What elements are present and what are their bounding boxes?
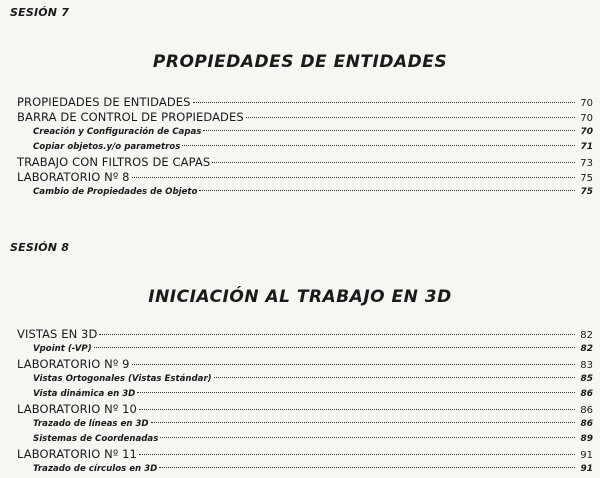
toc-entry-label: Trazado de líneas en 3D (33, 419, 149, 429)
toc-leader (139, 454, 575, 455)
toc-entry-page: 82 (580, 330, 593, 341)
toc-entry-label: Vistas Ortogonales (Vistas Estándar) (33, 374, 212, 384)
toc-entry (17, 447, 593, 462)
toc-entry-page: 91 (580, 464, 593, 474)
toc-entry-page: 70 (580, 127, 593, 137)
toc-entry-page: 73 (580, 158, 593, 169)
toc-entry-label: Vista dinámica en 3D (33, 389, 136, 399)
toc-entry-page: 83 (580, 360, 593, 371)
toc-entry-label: Copiar objetos.y/o parametros (33, 142, 181, 152)
toc-entry (17, 185, 593, 200)
session-7-title: PROPIEDADES DE ENTIDADES (152, 52, 448, 72)
toc-leader (160, 437, 575, 438)
toc-entry-page: 89 (580, 434, 593, 444)
toc-leader (132, 177, 575, 178)
toc-entry-label: LABORATORIO Nº 8 (17, 170, 130, 184)
toc-entry-label: Creación y Configuración de Capas (33, 127, 202, 137)
toc-entry (17, 417, 593, 432)
toc-entry-page: 86 (580, 419, 593, 429)
toc-entry-page: 85 (580, 374, 593, 384)
toc-leader (132, 364, 575, 365)
session-8-toc (17, 327, 593, 477)
toc-entry-label: BARRA DE CONTROL DE PROPIEDADES (17, 110, 244, 124)
session-7-toc (17, 95, 593, 200)
toc-entry-page: 86 (580, 405, 593, 416)
toc-entry-label: Trazado de círculos en 3D (33, 464, 158, 474)
toc-entry (17, 357, 593, 372)
toc-entry (17, 110, 593, 125)
toc-entry (17, 155, 593, 170)
toc-leader (137, 392, 575, 393)
toc-entry-page: 71 (580, 142, 593, 152)
toc-leader (203, 130, 575, 131)
session-8-title: INICIACIÓN AL TRABAJO EN 3D (148, 287, 452, 307)
toc-entry-label: LABORATORIO Nº 9 (17, 357, 130, 371)
toc-entry-label: VISTAS EN 3D (17, 327, 98, 341)
toc-leader (159, 467, 575, 468)
toc-leader (193, 102, 575, 103)
toc-entry-page: 82 (580, 344, 593, 354)
toc-entry-label: Sistemas de Coordenadas (33, 434, 159, 444)
toc-leader (94, 347, 575, 348)
toc-entry (17, 327, 593, 342)
toc-leader (182, 145, 575, 146)
toc-leader (151, 422, 575, 423)
toc-entry (17, 342, 593, 357)
toc-entry-page: 75 (580, 187, 593, 197)
toc-entry-page: 91 (580, 450, 593, 461)
toc-entry-page: 70 (580, 113, 593, 124)
toc-entry-page: 75 (580, 173, 593, 184)
toc-leader (246, 117, 575, 118)
toc-leader (214, 377, 575, 378)
toc-entry-page: 86 (580, 389, 593, 399)
toc-entry (17, 462, 593, 477)
toc-entry (17, 432, 593, 447)
toc-entry-label: LABORATORIO Nº 11 (17, 447, 137, 461)
toc-entry (17, 372, 593, 387)
toc-leader (99, 334, 575, 335)
toc-entry-label: TRABAJO CON FILTROS DE CAPAS (17, 155, 211, 169)
session-8-label: SESIÓN 8 (10, 241, 70, 254)
toc-entry-label: Cambio de Propiedades de Objeto (33, 187, 198, 197)
toc-leader (212, 162, 575, 163)
toc-entry (17, 170, 593, 185)
toc-entry (17, 125, 593, 140)
toc-entry (17, 140, 593, 155)
toc-entry (17, 387, 593, 402)
toc-entry-page: 70 (580, 98, 593, 109)
session-7-label: SESIÓN 7 (10, 6, 70, 19)
toc-entry-label: PROPIEDADES DE ENTIDADES (17, 95, 191, 109)
toc-leader (139, 409, 575, 410)
toc-entry (17, 95, 593, 110)
toc-entry-label: LABORATORIO Nº 10 (17, 402, 137, 416)
toc-entry (17, 402, 593, 417)
toc-entry-label: Vpoint (-VP) (33, 344, 92, 354)
toc-leader (199, 190, 575, 191)
